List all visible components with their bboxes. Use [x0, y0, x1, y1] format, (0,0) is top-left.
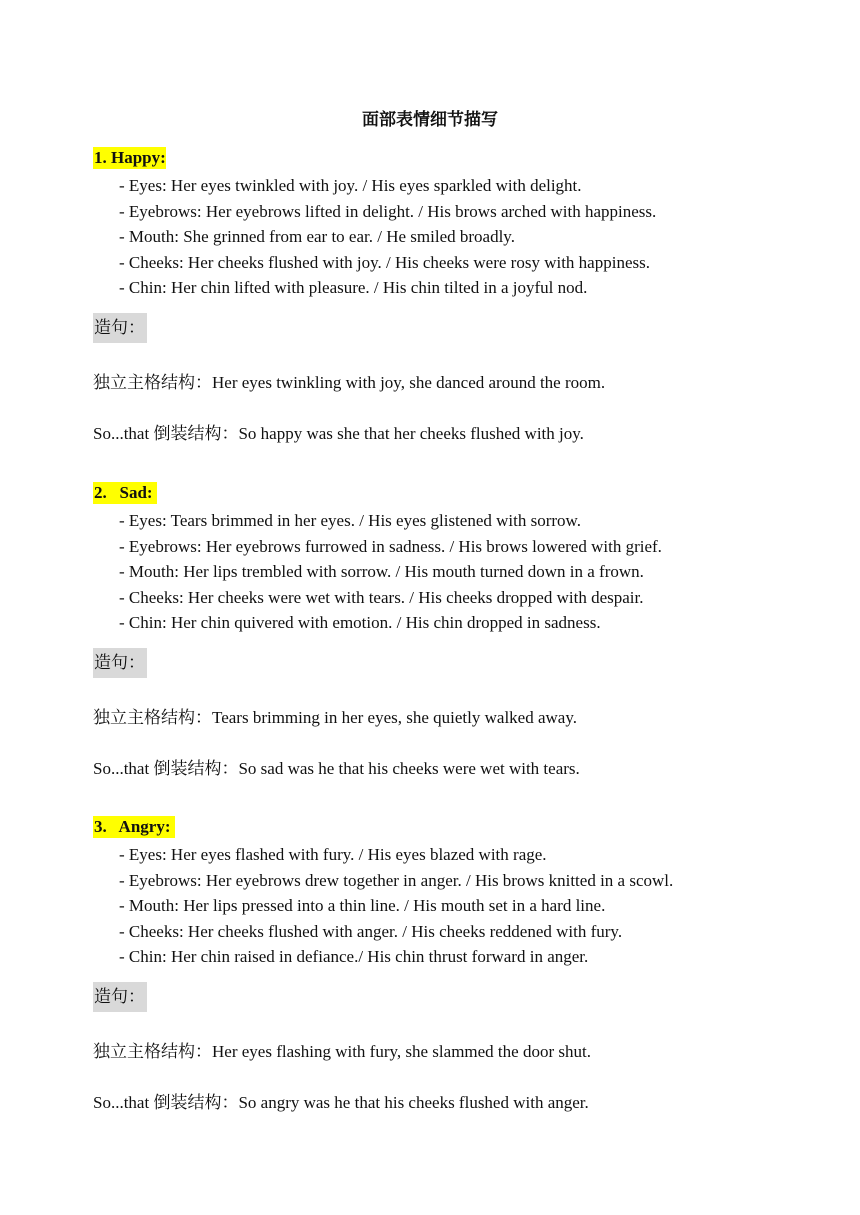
bullet-mouth: - Mouth: Her lips trembled with sorrow. / His mouth turned down in a frown.	[119, 562, 644, 582]
example-sentences-label: 造句：	[93, 982, 147, 1012]
bullet-eyebrows: - Eyebrows: Her eyebrows furrowed in sadness. / His brows lowered with grief.	[119, 536, 662, 556]
bullet-chin: - Chin: Her chin lifted with pleasure. / His chin tilted in a joyful nod.	[119, 278, 588, 298]
bullet-cheeks: - Cheeks: Her cheeks flushed with joy. / His cheeks were rosy with happiness.	[119, 252, 650, 272]
bullet-list	[119, 508, 793, 636]
bullet-eyes: - Eyes: Her eyes twinkled with joy. / His eyes sparkled with delight.	[119, 176, 582, 195]
bullet-list	[119, 173, 793, 301]
absolute-construction-label: 独立主格结构：	[93, 707, 212, 728]
inversion-label: 倒装结构：	[153, 758, 239, 779]
absolute-construction-label: 独立主格结构：	[93, 372, 212, 393]
inversion-sentence	[93, 423, 793, 445]
absolute-construction-label: 独立主格结构：	[93, 1041, 212, 1062]
absolute-construction-text: Her eyes twinkling with joy, she danced around the room.	[212, 372, 606, 392]
bullet-mouth: - Mouth: She grinned from ear to ear. / He smiled broadly.	[119, 227, 515, 247]
page-title: 面部表情细节描写	[362, 110, 498, 130]
section-sad	[93, 482, 793, 780]
bullet-eyes: - Eyes: Tears brimmed in her eyes. / His eyes glistened with sorrow.	[119, 511, 581, 530]
inversion-sentence	[93, 758, 793, 780]
inversion-text: So angry was he that his cheeks flushed with anger.	[238, 1092, 589, 1112]
section-heading: 2. Sad:	[94, 483, 157, 502]
bullet-chin: - Chin: Her chin quivered with emotion. / His chin dropped in sadness.	[119, 613, 601, 633]
bullet-eyebrows: - Eyebrows: Her eyebrows drew together in anger. / His brows knitted in a scowl.	[119, 870, 674, 890]
so-that-prefix: So...that	[93, 758, 154, 778]
inversion-label: 倒装结构：	[153, 423, 239, 444]
bullet-list	[119, 842, 793, 970]
inversion-sentence	[93, 1092, 793, 1114]
bullet-eyebrows: - Eyebrows: Her eyebrows lifted in delight. / His brows arched with happiness.	[119, 201, 657, 221]
so-that-prefix: So...that	[93, 1092, 154, 1112]
bullet-chin: - Chin: Her chin raised in defiance./ His chin thrust forward in anger.	[119, 947, 589, 967]
example-sentences-label: 造句：	[93, 313, 147, 343]
section-heading: 1. Happy:	[94, 148, 166, 167]
inversion-text: So happy was she that her cheeks flushed with joy.	[238, 423, 584, 443]
section-angry	[93, 816, 793, 1114]
section-happy	[93, 147, 793, 445]
bullet-eyes: - Eyes: Her eyes flashed with fury. / His eyes blazed with rage.	[119, 845, 547, 864]
so-that-prefix: So...that	[93, 423, 154, 443]
inversion-text: So sad was he that his cheeks were wet with tears.	[238, 758, 580, 778]
absolute-construction-text: Tears brimming in her eyes, she quietly walked away.	[212, 707, 577, 727]
absolute-construction-sentence	[93, 372, 793, 394]
section-heading: 3. Angry:	[94, 817, 175, 836]
absolute-construction-sentence	[93, 1041, 793, 1063]
absolute-construction-sentence	[93, 707, 793, 729]
bullet-cheeks: - Cheeks: Her cheeks flushed with anger. / His cheeks reddened with fury.	[119, 921, 623, 941]
bullet-cheeks: - Cheeks: Her cheeks were wet with tears. / His cheeks dropped with despair.	[119, 587, 644, 607]
inversion-label: 倒装结构：	[153, 1092, 239, 1113]
bullet-mouth: - Mouth: Her lips pressed into a thin line. / His mouth set in a hard line.	[119, 896, 606, 916]
example-sentences-label: 造句：	[93, 648, 147, 678]
absolute-construction-text: Her eyes flashing with fury, she slammed the door shut.	[212, 1041, 591, 1061]
